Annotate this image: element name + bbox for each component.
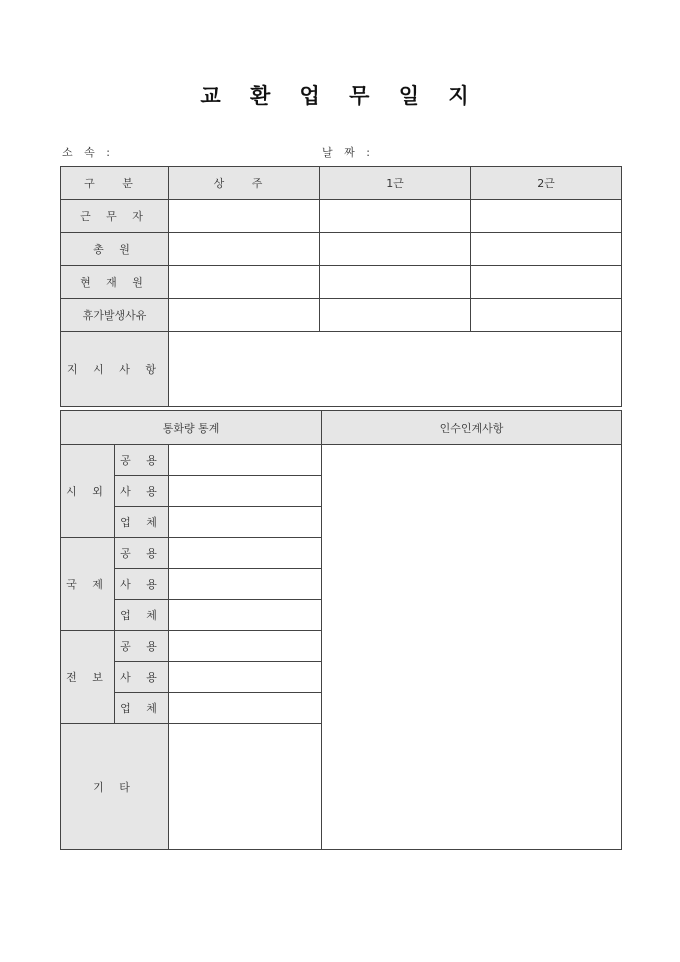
item-label: 공 용 (115, 538, 169, 569)
item-label: 공 용 (115, 631, 169, 662)
leave-resident-cell[interactable] (169, 299, 320, 332)
value-cell[interactable] (169, 662, 322, 693)
header-shift-1: 1근 (320, 167, 471, 200)
workers-shift1-cell[interactable] (320, 200, 471, 233)
header-shift-2: 2근 (471, 167, 622, 200)
shift-table (60, 166, 622, 407)
value-cell[interactable] (169, 569, 322, 600)
page-title: 교 환 업 무 일 지 (200, 83, 480, 108)
row-label-leave-reason: 휴가발생사유 (61, 299, 169, 332)
item-label: 업 체 (115, 600, 169, 631)
affiliation-label: 소 속 : (62, 146, 114, 159)
value-cell[interactable] (169, 538, 322, 569)
total-shift2-cell[interactable] (471, 233, 622, 266)
header-category: 구 분 (61, 167, 169, 200)
group-label-international: 국 제 (61, 538, 115, 631)
instructions-cell[interactable] (169, 332, 622, 407)
present-shift1-cell[interactable] (320, 266, 471, 299)
present-resident-cell[interactable] (169, 266, 320, 299)
item-label: 업 체 (115, 693, 169, 724)
value-cell[interactable] (169, 693, 322, 724)
call-stats-table (60, 410, 622, 850)
group-label-telegram: 전 보 (61, 631, 115, 724)
leave-shift2-cell[interactable] (471, 299, 622, 332)
value-cell[interactable] (169, 507, 322, 538)
other-label: 기 타 (61, 724, 169, 850)
row-label-total: 총 원 (61, 233, 169, 266)
total-resident-cell[interactable] (169, 233, 320, 266)
item-label: 사 용 (115, 569, 169, 600)
item-label: 사 용 (115, 662, 169, 693)
handover-notes-cell[interactable] (322, 445, 622, 850)
item-label: 사 용 (115, 476, 169, 507)
present-shift2-cell[interactable] (471, 266, 622, 299)
call-stats-header: 통화량 통계 (61, 411, 322, 445)
value-cell[interactable] (169, 600, 322, 631)
item-label: 업 체 (115, 507, 169, 538)
instructions-label: 지 시 사 항 (61, 332, 169, 407)
date-label: 날 짜 : (322, 146, 374, 159)
value-cell[interactable] (169, 445, 322, 476)
value-cell[interactable] (169, 476, 322, 507)
item-label: 공 용 (115, 445, 169, 476)
leave-shift1-cell[interactable] (320, 299, 471, 332)
row-label-present: 현 재 원 (61, 266, 169, 299)
header-resident: 상 주 (169, 167, 320, 200)
handover-header: 인수인계사항 (322, 411, 622, 445)
row-label-workers: 근 무 자 (61, 200, 169, 233)
value-cell[interactable] (169, 631, 322, 662)
workers-shift2-cell[interactable] (471, 200, 622, 233)
total-shift1-cell[interactable] (320, 233, 471, 266)
other-cell[interactable] (169, 724, 322, 850)
group-label-long-distance: 시 외 (61, 445, 115, 538)
workers-resident-cell[interactable] (169, 200, 320, 233)
